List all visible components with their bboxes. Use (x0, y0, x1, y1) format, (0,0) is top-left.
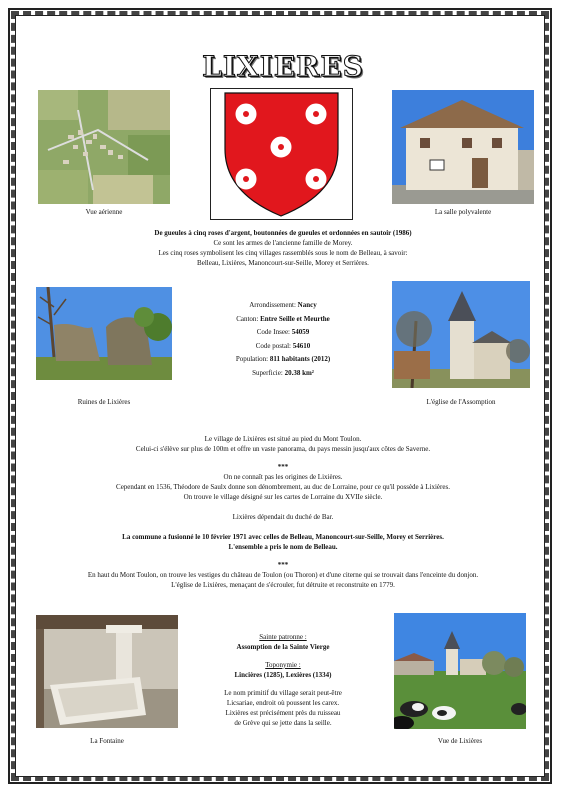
patron-value: Assomption de la Sainte Vierge (236, 643, 330, 651)
church-photo (392, 281, 530, 388)
history-line: On trouve le village désigné sur les cartes de Lorraine du XVIIe siècle. (183, 493, 383, 501)
blazon-line: Belleau, Lixières, Manoncourt-sur-Seille, Morey et Serrières. (197, 259, 369, 267)
history-block (30, 434, 536, 590)
population: Population: 811 habitants (2012) (235, 355, 331, 363)
shield-icon (211, 89, 352, 219)
aerial-photo (38, 90, 170, 204)
spacer (30, 522, 536, 532)
spacer (30, 454, 536, 462)
spacer (30, 502, 536, 512)
ruins-photo (36, 287, 172, 380)
topo-value: Lincières (1285), Lexières (1334) (234, 671, 332, 679)
info-block (190, 299, 376, 380)
code-insee: Code Insee: 54059 (256, 328, 310, 336)
topo-label: Toponymie : (265, 661, 301, 669)
blazon-line: Les cinq roses symbolisent les cinq villages rassemblés sous le nom de Belleau, à savoir: (158, 249, 408, 257)
caption-ruins: Ruines de Lixières (77, 398, 131, 406)
blazon-line: Ce sont les armes de l'ancienne famille de Morey. (213, 239, 353, 247)
code-postal: Code postal: 54610 (255, 341, 311, 350)
blazon-heading: De gueules à cinq roses d'argent, boutonnées de gueules et ordonnées en sautoir (1986) (154, 229, 412, 237)
hall-photo (392, 90, 534, 204)
patron-label: Sainte patronne : (259, 633, 307, 641)
topo-line: Licsariae, endroit où poussent les carex. (226, 699, 340, 707)
history-line: L'église de Lixières, menaçant de s'écrouler, fut détruite et reconstruite en 1779. (171, 581, 395, 589)
page-title: LIXIERES (202, 50, 364, 83)
coat-of-arms (210, 88, 353, 220)
bottom-info-block (190, 632, 376, 728)
spacer (190, 680, 376, 688)
fountain-photo (36, 615, 178, 728)
history-line: Le village de Lixières est situé au pied du Mont Toulon. (204, 435, 362, 443)
view-photo (394, 613, 526, 729)
caption-church: L'église de l'Assomption (426, 398, 496, 406)
history-line: En haut du Mont Toulon, on trouve les vestiges du château de Toulon (ou Thoron) et d'une citerne qui se trouvait dans l'enceinte du donjon. (87, 571, 479, 579)
separator: *** (277, 561, 289, 569)
spacer (190, 652, 376, 660)
topo-line: Le nom primitif du village serait peut-être (224, 689, 342, 697)
spacer (30, 552, 536, 560)
history-line: On ne connaît pas les origines de Lixières. (223, 473, 343, 481)
history-line: Cependant en 1536, Théodore de Saulx donne son dénombrement, au duc de Lorraine, pour ce qu'il possède à Lixières. (116, 483, 450, 491)
caption-aerial: Vue aérienne (85, 208, 123, 216)
history-line: L'ensemble a pris le nom de Belleau. (228, 543, 338, 551)
history-line: Celui-ci s'élève sur plus de 100m et offre un vaste panorama, du pays messin jusqu'aux côtes de Saverne. (135, 445, 431, 453)
history-line: La commune a fusionné le 10 février 1971 avec celles de Belleau, Manoncourt-sur-Seille, Morey et Serrières. (122, 533, 444, 541)
caption-view: Vue de Lixières (437, 737, 483, 745)
topo-line: de Grève qui se jette dans la seille. (234, 719, 332, 727)
arrondissement: Arrondissement: Nancy (249, 301, 317, 309)
blazon-block (70, 228, 496, 268)
caption-fountain: La Fontaine (90, 737, 124, 745)
history-line: Lixières dépendait du duché de Bar. (232, 513, 334, 521)
canton: Canton: Entre Seille et Meurthe (236, 314, 330, 323)
topo-line: Lixières est précisément près du ruisseau (225, 709, 341, 717)
caption-hall: La salle polyvalente (434, 208, 492, 216)
separator: *** (277, 463, 289, 471)
superficie: Superficie: 20.38 km² (252, 368, 314, 377)
